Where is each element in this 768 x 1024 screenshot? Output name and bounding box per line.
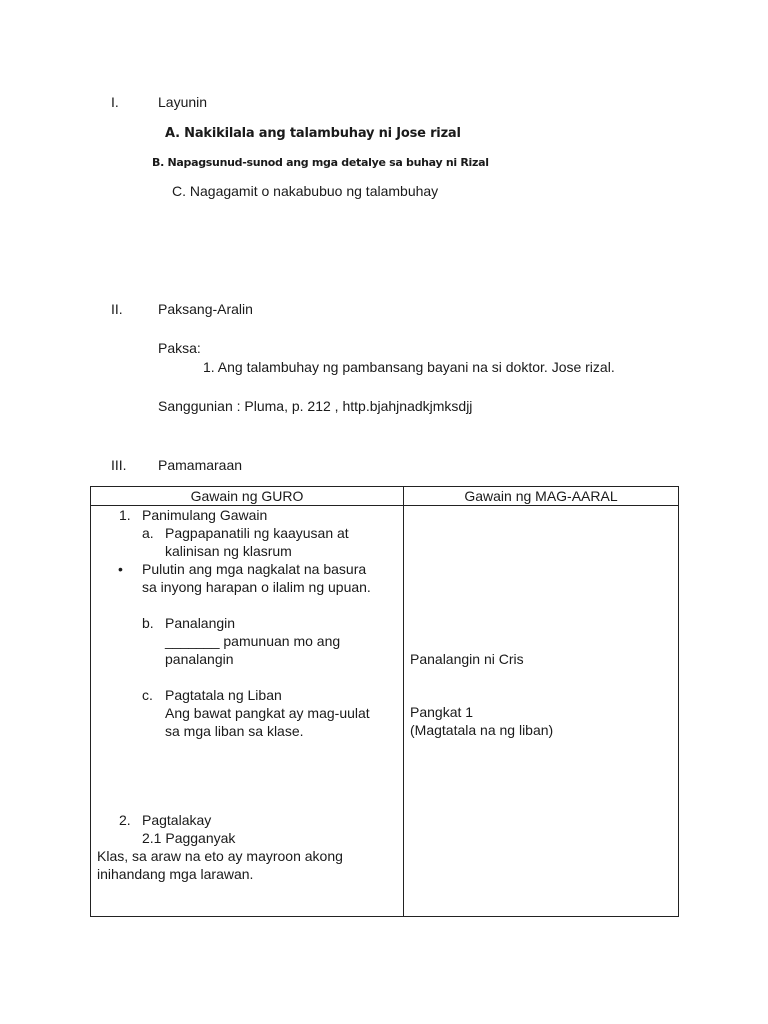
item1-title: Panimulang Gawain (142, 507, 268, 523)
objective-b (152, 153, 489, 171)
procedure-table (90, 486, 679, 917)
objective-a-text: A. Nakikilala ang talambuhay ni Jose rizal (165, 126, 461, 141)
section-title-pamamaraan: Pamamaraan (158, 457, 243, 473)
item-c-line1: Pagtatala ng Liban (165, 687, 282, 703)
item-b-label: b. (142, 615, 154, 631)
section-title-layunin: Layunin (158, 94, 208, 110)
klas-line1: Klas, sa araw na eto ay mayroon akong (97, 848, 343, 864)
item-a-label: a. (142, 525, 154, 541)
item1-number: 1. (119, 507, 131, 523)
table-row (91, 506, 679, 917)
sanggunian: Sanggunian : Pluma, p. 212 , http.bjahjnadkjmksdjj (158, 398, 473, 414)
item-a-line2: kalinisan ng klasrum (165, 543, 292, 559)
item2-title: Pagtalakay (142, 812, 212, 828)
magtatala-response: (Magtatala na ng liban) (410, 722, 554, 738)
section-numeral-2: II. (111, 301, 123, 317)
table-header-row (91, 487, 679, 506)
mag-aaral-cell (404, 506, 679, 917)
bullet-line2: sa inyong harapan o ilalim ng upuan. (142, 579, 371, 595)
klas-line2: inihandang mga larawan. (97, 866, 254, 882)
objective-b-text: B. Napagsunud-sunod ang mga detalye sa buhay ni Rizal (152, 156, 489, 169)
paksa-item: 1. Ang talambuhay ng pambansang bayani na si doktor. Jose rizal. (203, 359, 615, 375)
item2-sub: 2.1 Pagganyak (142, 830, 236, 846)
bullet-line1: Pulutin ang mga nagkalat na basura (142, 561, 367, 577)
item-b-line2: _______ pamunuan mo ang (165, 633, 341, 649)
panalangin-response: Panalangin ni Cris (410, 651, 524, 667)
item-c-line3: sa mga liban sa klase. (165, 723, 304, 739)
pangkat-response: Pangkat 1 (410, 704, 474, 720)
objective-a (165, 124, 461, 141)
paksa-label: Paksa: (158, 340, 201, 356)
bullet-icon: • (118, 561, 123, 577)
section-numeral-1: I. (111, 94, 119, 110)
item-c-line2: Ang bawat pangkat ay mag-uulat (165, 705, 370, 721)
guro-cell (91, 506, 404, 917)
header-gawain-mag-aaral: Gawain ng MAG-AARAL (404, 487, 679, 506)
item-b-line3: panalangin (165, 651, 234, 667)
objective-c: C. Nagagamit o nakabubuo ng talambuhay (172, 183, 439, 199)
item-b-line1: Panalangin (165, 615, 236, 631)
item-c-label: c. (142, 687, 153, 703)
section-numeral-3: III. (111, 457, 127, 473)
header-gawain-guro: Gawain ng GURO (91, 487, 404, 506)
item-a-line1: Pagpapanatili ng kaayusan at (165, 525, 349, 541)
section-title-paksang-aralin: Paksang-Aralin (158, 301, 253, 317)
item2-number: 2. (119, 812, 131, 828)
